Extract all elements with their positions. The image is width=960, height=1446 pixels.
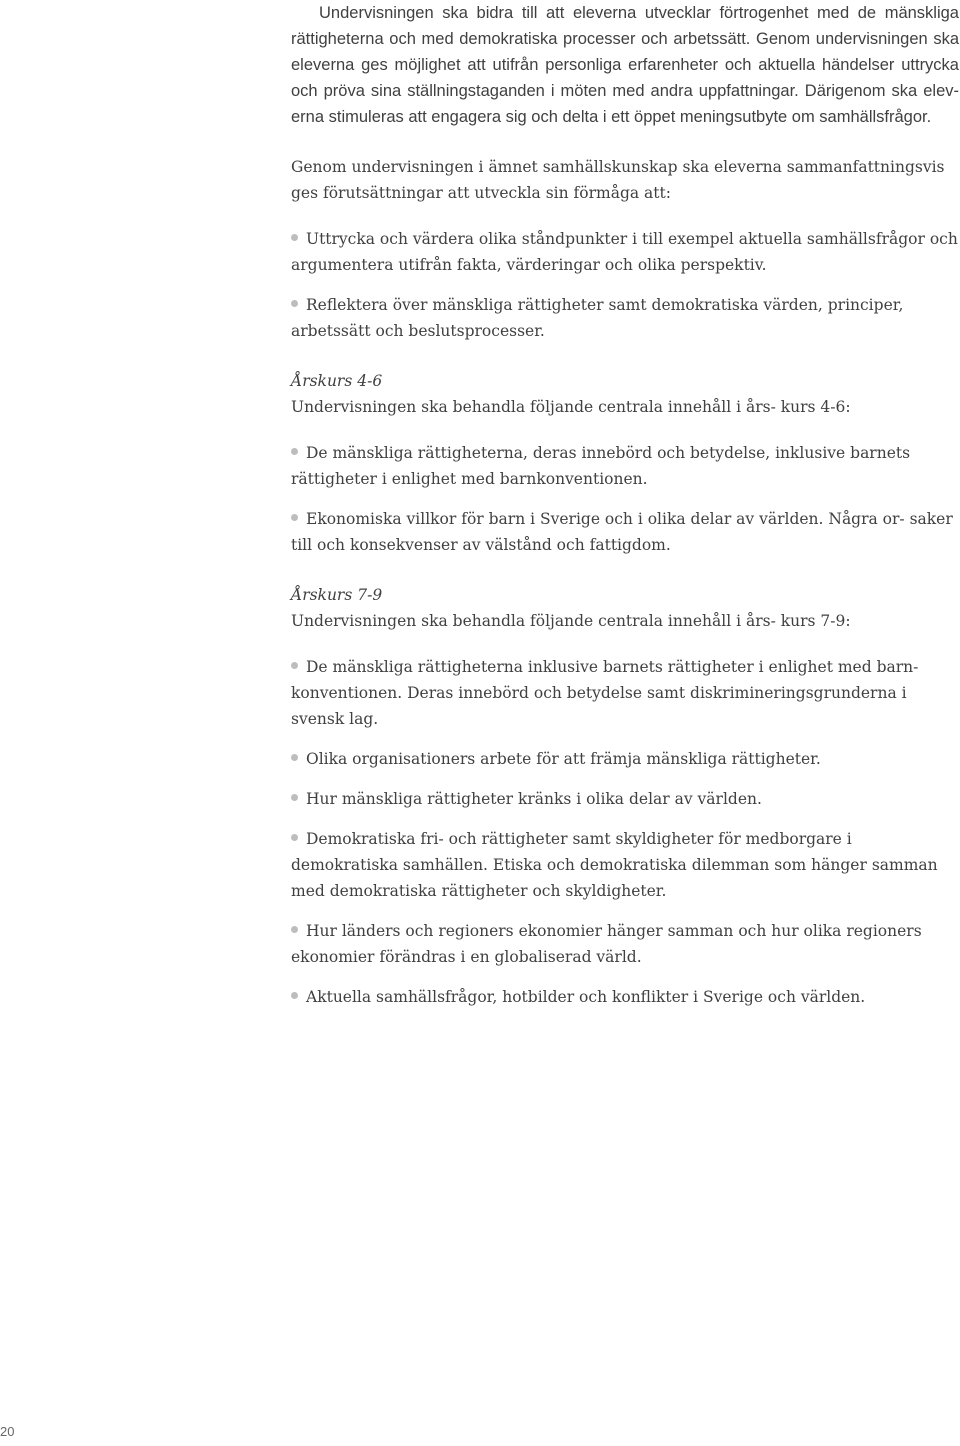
grade-4-6-heading: Årskurs 4-6 <box>291 372 383 390</box>
list-item: De mänskliga rättigheterna, deras innebörd och betydelse, inklusive barnets rättigheter i enlighet med barnkonventionen. <box>291 444 911 488</box>
bullet-icon <box>291 834 298 841</box>
bullet-icon <box>291 448 298 455</box>
aims-lead: Genom undervisningen i ämnet samhällskunskap ska eleverna sammanfattningsvis ges förutsättningar att utveckla sin förmåga att: <box>291 158 945 202</box>
page-number: 20 <box>0 1424 15 1439</box>
grade-7-9-heading: Årskurs 7-9 <box>291 586 383 604</box>
bullet-icon <box>291 662 298 669</box>
list-item: Hur länders och regioners ekonomier hänger samman och hur olika regioners ekonomier förändras i en globaliserad värld. <box>291 922 922 966</box>
intro-paragraph <box>291 0 959 130</box>
list-item: Hur mänskliga rättigheter kränks i olika delar av världen. <box>291 786 959 812</box>
list-item: Ekonomiska villkor för barn i Sverige och i olika delar av världen. Några or- saker till och konsekvenser av välstånd och fattigdom. <box>291 510 953 554</box>
bullet-icon <box>291 992 298 999</box>
bullet-icon <box>291 754 298 761</box>
intro-rest: rättigheterna och med demokratiska processer och arbetssätt. Genom undervisningen ska eleverna ges möjlighet att utifrån personliga erfarenheter och aktuella händelser uttrycka och pröva sina ställningstaganden i möten med andra uppfattningar. Därigenom ska elev- erna stimuleras att engagera sig och delta i ett öppet meningsutbyte om samhällsfrågor. <box>291 30 959 126</box>
grade-4-6-lead: Undervisningen ska behandla följande centrala innehåll i års- kurs 4-6: <box>291 398 851 416</box>
list-item: De mänskliga rättigheterna inklusive barnets rättigheter i enlighet med barn- konventionen. Deras innebörd och betydelse samt diskrimineringsgrunderna i svensk lag. <box>291 658 919 728</box>
grade-7-9-lead: Undervisningen ska behandla följande centrala innehåll i års- kurs 7-9: <box>291 612 851 630</box>
bullet-icon <box>291 234 298 241</box>
list-item: Demokratiska fri- och rättigheter samt skyldigheter för medborgare i demokratiska samhällen. Etiska och demokratiska dilemman som hänger samman med demokratiska rättigheter och skyldigheter. <box>291 830 938 900</box>
intro-first-line: Undervisningen ska bidra till att eleverna utvecklar förtrogenhet med de mänskliga <box>319 4 959 22</box>
bullet-icon <box>291 794 298 801</box>
bullet-icon <box>291 926 298 933</box>
list-item: Aktuella samhällsfrågor, hotbilder och konflikter i Sverige och världen. <box>291 984 959 1010</box>
bullet-icon <box>291 300 298 307</box>
document-page <box>291 0 959 1010</box>
list-item: Uttrycka och värdera olika ståndpunkter i till exempel aktuella samhällsfrågor och argumentera utifrån fakta, värderingar och olika perspektiv. <box>291 230 958 274</box>
list-item: Reflektera över mänskliga rättigheter samt demokratiska värden, principer, arbetssätt och beslutsprocesser. <box>291 296 904 340</box>
bullet-icon <box>291 514 298 521</box>
list-item: Olika organisationers arbete för att främja mänskliga rättigheter. <box>291 746 959 772</box>
